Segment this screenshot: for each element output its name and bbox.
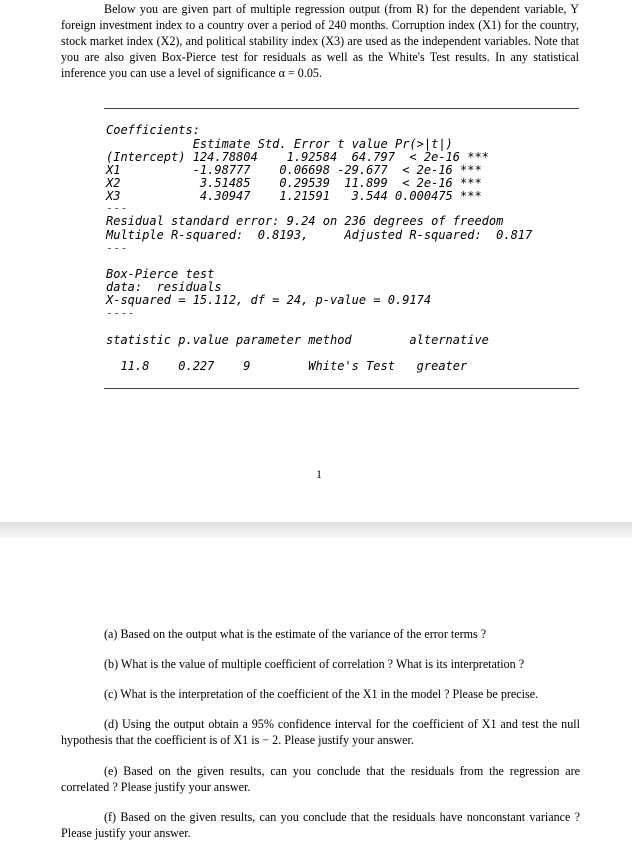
intro-paragraph: Below you are given part of multiple regression output (from R) for the dependent variable, Y foreign investment index to a country over a period of 240 months. Corruption index (X1) for the country, stock market index (X2), and political stability index (X3) are used as the independent variables. Note that you are also given Box-Pierce test for residuals as well as the White's Test results. In any statistical inference you can use a level of significance α = 0.05.	[61, 2, 579, 80]
coefficients-title: Coefficients:	[106, 123, 200, 137]
question-d: (d) Using the output obtain a 95% confidence interval for the coefficient of X1 and test the null hypothesis that the coefficient is of X1 is − 2. Please justify your answer.	[61, 717, 580, 747]
page-2	[0, 538, 632, 847]
separator-1: ---	[106, 201, 128, 215]
separator-2: ---	[106, 241, 128, 255]
r-squared-line: Multiple R-squared: 0.8193, Adjusted R-squared: 0.817	[106, 228, 533, 242]
coef-row-x3: X3 4.30947 1.21591 3.544 0.000475 ***	[106, 189, 482, 203]
coef-row-x2: X2 3.51485 0.29539 11.899 < 2e-16 ***	[106, 176, 482, 190]
coef-row-x1: X1 -1.98777 0.06698 -29.677 < 2e-16 ***	[106, 163, 482, 177]
question-e: (e) Based on the given results, can you conclude that the residuals from the regression are correlated ? Please justify your answer.	[61, 764, 580, 794]
separator-3: ----	[106, 306, 135, 320]
top-rule	[104, 108, 579, 109]
question-a: (a) Based on the output what is the estimate of the variance of the error terms ?	[104, 627, 487, 641]
box-pierce-title: Box-Pierce test	[106, 267, 215, 281]
white-test-values: 11.8 0.227 9 White's Test greater	[106, 359, 468, 373]
bottom-rule	[104, 388, 579, 389]
page-number: 1	[316, 467, 322, 481]
coef-row-intercept: (Intercept) 124.78804 1.92584 64.797 < 2e-16 ***	[106, 150, 489, 164]
page-gap	[0, 522, 632, 538]
question-b: (b) What is the value of multiple coefficient of correlation ? What is its interpretation ?	[104, 657, 525, 671]
box-pierce-data: data: residuals	[106, 280, 222, 294]
question-c: (c) What is the interpretation of the coefficient of the X1 in the model ? Please be precise.	[104, 687, 539, 701]
box-pierce-stats: X-squared = 15.112, df = 24, p-value = 0.9174	[106, 293, 432, 307]
residual-standard-error: Residual standard error: 9.24 on 236 degrees of freedom	[106, 214, 504, 228]
question-f: (f) Based on the given results, can you conclude that the residuals have nonconstant variance ? Please justify your answer.	[61, 810, 580, 840]
coefficients-header: Estimate Std. Error t value Pr(>|t|)	[106, 137, 453, 151]
white-test-header: statistic p.value parameter method alternative	[106, 333, 489, 347]
